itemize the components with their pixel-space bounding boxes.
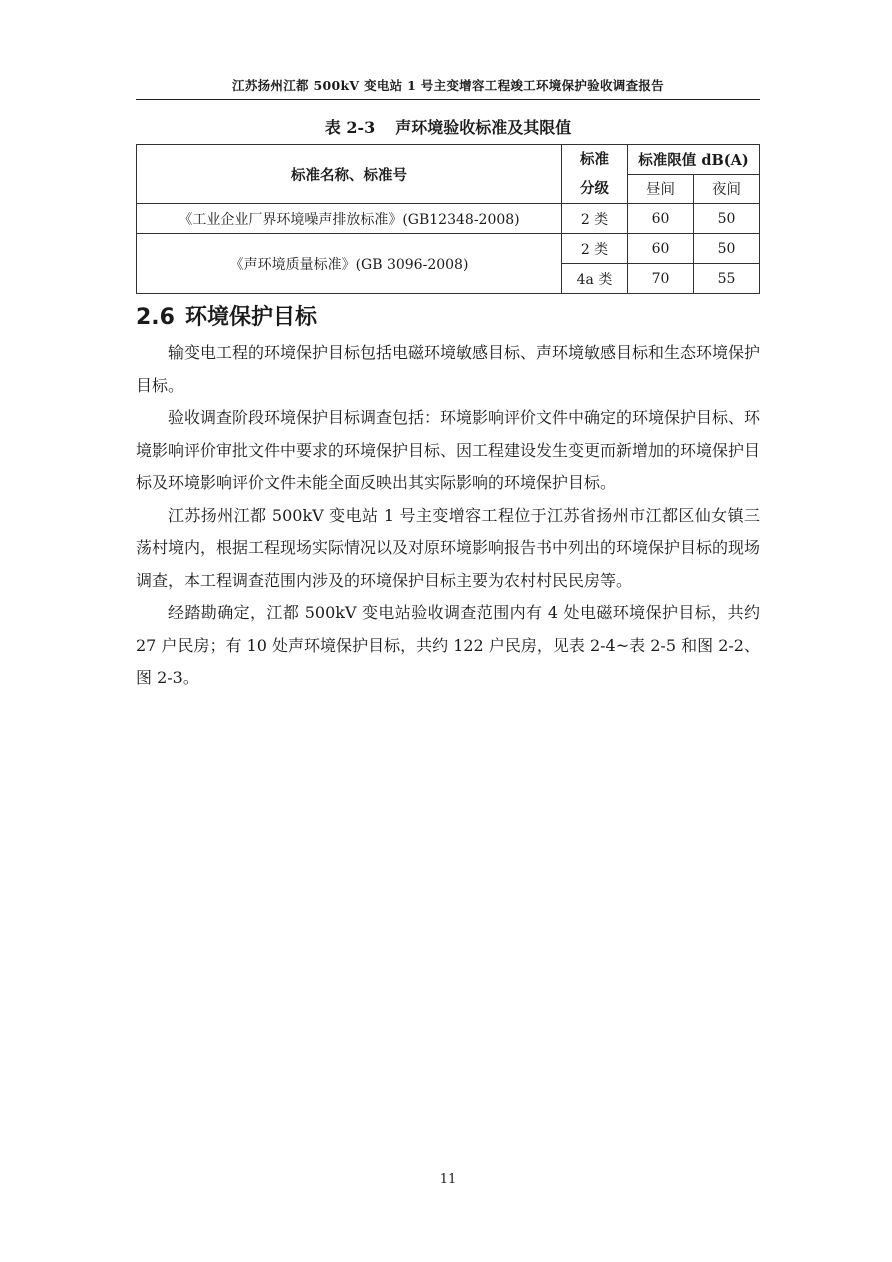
table-row	[137, 234, 760, 264]
table-cell-day: 60	[628, 204, 694, 234]
table-cell-name: 《声环境质量标准》(GB 3096-2008)	[137, 234, 562, 294]
column-header-grade	[562, 145, 628, 204]
column-header-name: 标准名称、标准号	[137, 145, 562, 204]
paragraph: 江苏扬州江都 500kV 变电站 1 号主变增容工程位于江苏省扬州市江都区仙女镇三荡村境内，根据工程现场实际情况以及对原环境影响报告书中列出的环境保护目标的现场调查，本工程调查范围内涉及的环境保护目标主要为农村村民民房等。	[136, 505, 761, 590]
table-cell-night: 55	[694, 264, 760, 294]
table-cell-day: 70	[628, 264, 694, 294]
table-header-row	[137, 145, 760, 175]
section-title: 环境保护目标	[184, 305, 317, 330]
table-cell-night: 50	[694, 234, 760, 264]
table-caption-title: 声环境验收标准及其限值	[395, 118, 572, 137]
noise-standards-table	[136, 144, 760, 294]
table-caption	[136, 115, 760, 138]
table-cell-name: 《工业企业厂界环境噪声排放标准》(GB12348-2008)	[137, 204, 562, 234]
section-body	[136, 337, 760, 695]
column-header-limit: 标准限值 dB(A)	[628, 145, 760, 175]
column-header-day: 昼间	[628, 174, 694, 204]
table-row	[137, 204, 760, 234]
page-number: 11	[439, 1172, 457, 1187]
paragraph: 经踏勘确定，江都 500kV 变电站验收调查范围内有 4 处电磁环境保护目标，共约 27 户民房；有 10 处声环境保护目标，共约 122 户民房，见表 2-4~表 2-5 和图 2-2、图 2-3。	[136, 603, 760, 687]
table-cell-day: 60	[628, 234, 694, 264]
table-cell-grade: 2 类	[562, 204, 628, 234]
table-cell-grade: 4a 类	[562, 264, 628, 294]
column-header-grade-text: 标准分级	[579, 151, 609, 197]
paragraph: 输变电工程的环境保护目标包括电磁环境敏感目标、声环境敏感目标和生态环境保护目标。	[136, 343, 761, 395]
header-rule	[136, 99, 760, 100]
table-cell-night: 50	[694, 204, 760, 234]
column-header-night: 夜间	[694, 174, 760, 204]
paragraph: 验收调查阶段环境保护目标调查包括：环境影响评价文件中确定的环境保护目标、环境影响评价审批文件中要求的环境保护目标、因工程建设发生变更而新增加的环境保护目标及环境影响评价文件未能全面反映出其实际影响的环境保护目标。	[136, 408, 761, 492]
table-caption-number: 表 2-3	[324, 118, 376, 137]
running-header: 江苏扬州江都 500kV 变电站 1 号主变增容工程竣工环境保护验收调查报告	[232, 78, 664, 93]
section-number: 2.6	[136, 305, 175, 330]
table-cell-grade: 2 类	[562, 234, 628, 264]
section-heading	[136, 300, 317, 331]
